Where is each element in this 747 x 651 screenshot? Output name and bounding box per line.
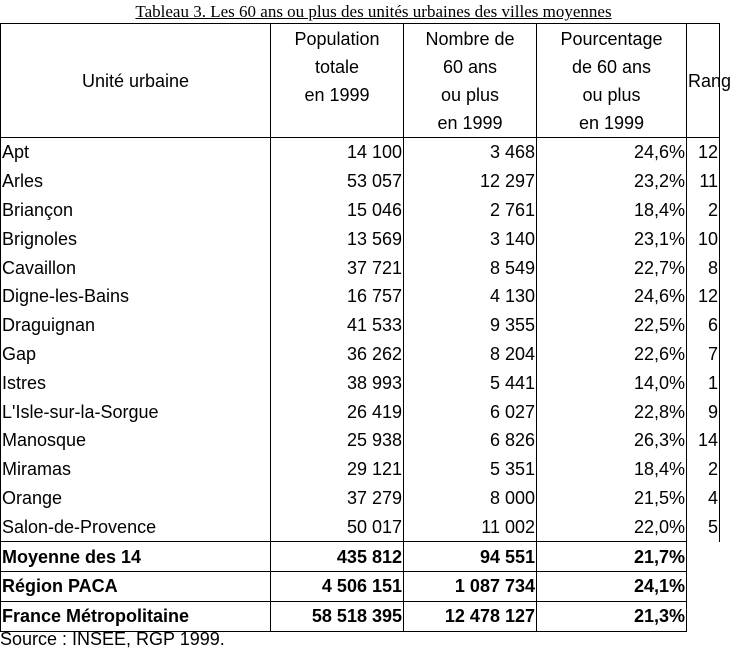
cell-percent: 24,6% (537, 138, 687, 167)
table-row (1, 282, 720, 311)
cell-population: 38 993 (271, 368, 404, 397)
table-row (1, 397, 720, 426)
cell-count: 3 468 (404, 138, 537, 167)
cell-count: 94 551 (404, 542, 537, 572)
data-table (0, 23, 732, 632)
cell-percent: 23,1% (537, 224, 687, 253)
cell-count: 5 351 (404, 455, 537, 484)
cell-population: 37 279 (271, 484, 404, 513)
cell-unit: Briançon (1, 196, 271, 225)
header-line: ou plus (582, 84, 641, 105)
cell-unit: Manosque (1, 426, 271, 455)
cell-population: 58 518 395 (271, 601, 404, 631)
cell-population: 4 506 151 (271, 571, 404, 601)
cell-percent: 22,7% (537, 253, 687, 282)
header-population (271, 24, 404, 138)
cell-unit: Région PACA (1, 571, 271, 601)
header-line: en 1999 (578, 112, 645, 133)
cell-rank: 1 (687, 368, 720, 397)
header-count (404, 24, 537, 138)
header-line: en 1999 (304, 84, 370, 105)
cell-population: 36 262 (271, 340, 404, 369)
cell-population: 26 419 (271, 397, 404, 426)
cell-percent: 24,6% (537, 282, 687, 311)
cell-rank: 11 (687, 167, 720, 196)
cell-unit: Apt (1, 138, 271, 167)
cell-count: 6 027 (404, 397, 537, 426)
cell-population: 37 721 (271, 253, 404, 282)
cell-percent: 22,0% (537, 512, 687, 541)
cell-rank: 12 (687, 282, 720, 311)
table-row (1, 311, 720, 340)
header-line: en 1999 (437, 112, 503, 133)
table-row (1, 512, 720, 541)
cell-percent: 26,3% (537, 426, 687, 455)
cell-unit: Orange (1, 484, 271, 513)
table-row (1, 138, 720, 167)
cell-unit: Arles (1, 167, 271, 196)
cell-unit: Digne-les-Bains (1, 282, 271, 311)
cell-count: 9 355 (404, 311, 537, 340)
cell-count: 1 087 734 (404, 571, 537, 601)
cell-rank: 5 (687, 512, 720, 541)
cell-percent: 24,1% (537, 571, 687, 601)
cell-count: 4 130 (404, 282, 537, 311)
cell-count: 5 441 (404, 368, 537, 397)
cell-unit: L'Isle-sur-la-Sorgue (1, 397, 271, 426)
cell-percent: 22,6% (537, 340, 687, 369)
cell-percent: 18,4% (537, 196, 687, 225)
cell-rank: 9 (687, 397, 720, 426)
cell-population: 53 057 (271, 167, 404, 196)
cell-rank: 2 (687, 455, 720, 484)
cell-count: 12 478 127 (404, 601, 537, 631)
cell-count: 8 000 (404, 484, 537, 513)
cell-unit: Gap (1, 340, 271, 369)
cell-population: 16 757 (271, 282, 404, 311)
cell-rank: 2 (687, 196, 720, 225)
table-row (1, 340, 720, 369)
table-row (1, 368, 720, 397)
cell-rank: 14 (687, 426, 720, 455)
table-caption: Tableau 3. Les 60 ans ou plus des unités urbaines des villes moyennes (135, 2, 612, 21)
cell-rank: 6 (687, 311, 720, 340)
cell-count: 2 761 (404, 196, 537, 225)
cell-percent: 18,4% (537, 455, 687, 484)
header-line: Population (294, 28, 380, 49)
cell-rank: 12 (687, 138, 720, 167)
cell-rank: 7 (687, 340, 720, 369)
table-row (1, 196, 720, 225)
cell-count: 12 297 (404, 167, 537, 196)
cell-population: 435 812 (271, 542, 404, 572)
header-unit: Unité urbaine (1, 24, 271, 138)
cell-rank: 8 (687, 253, 720, 282)
cell-percent: 22,5% (537, 311, 687, 340)
cell-rank-empty (687, 542, 720, 572)
header-percent (537, 24, 687, 138)
table-row (1, 426, 720, 455)
cell-unit: Brignoles (1, 224, 271, 253)
cell-count: 6 826 (404, 426, 537, 455)
cell-percent: 22,8% (537, 397, 687, 426)
cell-percent: 21,3% (537, 601, 687, 631)
cell-unit: Cavaillon (1, 253, 271, 282)
cell-unit: France Métropolitaine (1, 601, 271, 631)
cell-count: 8 549 (404, 253, 537, 282)
table-row (1, 484, 720, 513)
cell-population: 14 100 (271, 138, 404, 167)
cell-count: 8 204 (404, 340, 537, 369)
summary-row (1, 571, 720, 601)
cell-count: 3 140 (404, 224, 537, 253)
table-row (1, 253, 720, 282)
source-note: Source : INSEE, RGP 1999. (0, 629, 225, 649)
table-row (1, 455, 720, 484)
cell-percent: 14,0% (537, 368, 687, 397)
cell-population: 15 046 (271, 196, 404, 225)
header-line: 60 ans (442, 56, 498, 77)
cell-percent: 21,5% (537, 484, 687, 513)
table-row (1, 224, 720, 253)
cell-count: 11 002 (404, 512, 537, 541)
table-row (1, 167, 720, 196)
cell-unit: Salon-de-Provence (1, 512, 271, 541)
cell-rank-empty (687, 601, 720, 631)
cell-percent: 21,7% (537, 542, 687, 572)
cell-population: 50 017 (271, 512, 404, 541)
cell-population: 13 569 (271, 224, 404, 253)
header-rank: Rang (687, 24, 720, 138)
header-line: ou plus (440, 84, 500, 105)
header-line: Nombre de (425, 28, 515, 49)
cell-population: 41 533 (271, 311, 404, 340)
cell-population: 25 938 (271, 426, 404, 455)
cell-rank-empty (687, 571, 720, 601)
cell-rank: 10 (687, 224, 720, 253)
cell-unit: Moyenne des 14 (1, 542, 271, 572)
cell-unit: Miramas (1, 455, 271, 484)
cell-population: 29 121 (271, 455, 404, 484)
cell-unit: Istres (1, 368, 271, 397)
header-line: de 60 ans (571, 56, 652, 77)
summary-row (1, 542, 720, 572)
header-line: Pourcentage (560, 28, 663, 49)
cell-rank: 4 (687, 484, 720, 513)
header-line: totale (314, 56, 360, 77)
cell-percent: 23,2% (537, 167, 687, 196)
header-row (1, 24, 720, 138)
cell-unit: Draguignan (1, 311, 271, 340)
